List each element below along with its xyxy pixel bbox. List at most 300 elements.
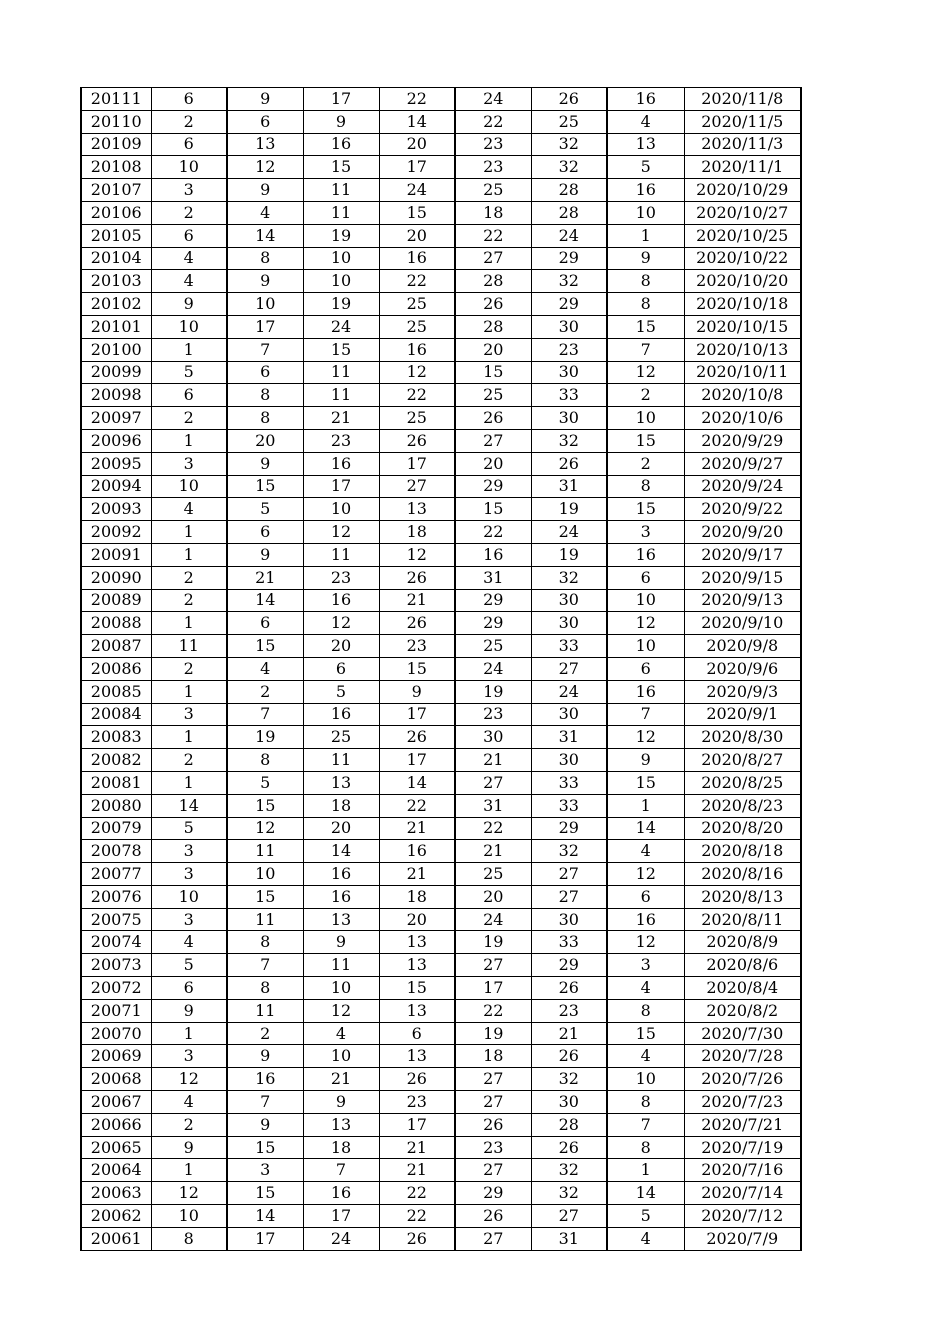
blue-ball-cell[interactable]: 2 — [607, 452, 684, 475]
blue-ball-cell[interactable]: 15 — [607, 429, 684, 452]
blue-ball-cell[interactable]: 4 — [607, 977, 684, 1000]
red-ball-6-cell[interactable]: 30 — [531, 703, 607, 726]
draw-date-cell[interactable]: 2020/9/1 — [684, 703, 801, 726]
red-ball-1-cell[interactable]: 6 — [151, 133, 227, 156]
red-ball-5-cell[interactable]: 26 — [455, 407, 531, 430]
blue-ball-cell[interactable]: 5 — [607, 1205, 684, 1228]
draw-date-cell[interactable]: 2020/8/16 — [684, 863, 801, 886]
red-ball-2-cell[interactable]: 21 — [227, 566, 303, 589]
red-ball-1-cell[interactable]: 9 — [151, 999, 227, 1022]
draw-date-cell[interactable]: 2020/10/27 — [684, 201, 801, 224]
red-ball-1-cell[interactable]: 11 — [151, 635, 227, 658]
blue-ball-cell[interactable]: 5 — [607, 156, 684, 179]
red-ball-2-cell[interactable]: 9 — [227, 179, 303, 202]
draw-date-cell[interactable]: 2020/7/30 — [684, 1022, 801, 1045]
issue-number-cell[interactable]: 20089 — [81, 589, 151, 612]
issue-number-cell[interactable]: 20070 — [81, 1022, 151, 1045]
blue-ball-cell[interactable]: 16 — [607, 179, 684, 202]
draw-date-cell[interactable]: 2020/8/6 — [684, 954, 801, 977]
red-ball-3-cell[interactable]: 16 — [303, 863, 379, 886]
red-ball-3-cell[interactable]: 14 — [303, 840, 379, 863]
red-ball-1-cell[interactable]: 10 — [151, 156, 227, 179]
red-ball-2-cell[interactable]: 15 — [227, 635, 303, 658]
issue-number-cell[interactable]: 20099 — [81, 361, 151, 384]
red-ball-1-cell[interactable]: 1 — [151, 521, 227, 544]
red-ball-2-cell[interactable]: 10 — [227, 293, 303, 316]
red-ball-4-cell[interactable]: 17 — [379, 156, 455, 179]
red-ball-1-cell[interactable]: 10 — [151, 475, 227, 498]
red-ball-4-cell[interactable]: 17 — [379, 452, 455, 475]
red-ball-3-cell[interactable]: 12 — [303, 521, 379, 544]
red-ball-3-cell[interactable]: 5 — [303, 680, 379, 703]
red-ball-1-cell[interactable]: 5 — [151, 361, 227, 384]
red-ball-6-cell[interactable]: 28 — [531, 179, 607, 202]
red-ball-1-cell[interactable]: 1 — [151, 1022, 227, 1045]
red-ball-3-cell[interactable]: 13 — [303, 908, 379, 931]
red-ball-1-cell[interactable]: 9 — [151, 1136, 227, 1159]
draw-date-cell[interactable]: 2020/7/23 — [684, 1091, 801, 1114]
draw-date-cell[interactable]: 2020/8/27 — [684, 749, 801, 772]
red-ball-5-cell[interactable]: 22 — [455, 999, 531, 1022]
red-ball-6-cell[interactable]: 19 — [531, 498, 607, 521]
red-ball-3-cell[interactable]: 16 — [303, 452, 379, 475]
red-ball-6-cell[interactable]: 29 — [531, 293, 607, 316]
red-ball-6-cell[interactable]: 32 — [531, 156, 607, 179]
draw-date-cell[interactable]: 2020/10/13 — [684, 338, 801, 361]
red-ball-6-cell[interactable]: 32 — [531, 429, 607, 452]
red-ball-5-cell[interactable]: 22 — [455, 817, 531, 840]
blue-ball-cell[interactable]: 3 — [607, 521, 684, 544]
red-ball-2-cell[interactable]: 11 — [227, 999, 303, 1022]
draw-date-cell[interactable]: 2020/7/21 — [684, 1113, 801, 1136]
red-ball-3-cell[interactable]: 10 — [303, 977, 379, 1000]
red-ball-4-cell[interactable]: 13 — [379, 1045, 455, 1068]
draw-date-cell[interactable]: 2020/11/3 — [684, 133, 801, 156]
red-ball-1-cell[interactable]: 2 — [151, 566, 227, 589]
red-ball-4-cell[interactable]: 17 — [379, 749, 455, 772]
issue-number-cell[interactable]: 20065 — [81, 1136, 151, 1159]
blue-ball-cell[interactable]: 1 — [607, 794, 684, 817]
red-ball-6-cell[interactable]: 32 — [531, 270, 607, 293]
red-ball-4-cell[interactable]: 12 — [379, 361, 455, 384]
red-ball-2-cell[interactable]: 3 — [227, 1159, 303, 1182]
red-ball-5-cell[interactable]: 24 — [455, 908, 531, 931]
draw-date-cell[interactable]: 2020/10/11 — [684, 361, 801, 384]
red-ball-4-cell[interactable]: 26 — [379, 1068, 455, 1091]
draw-date-cell[interactable]: 2020/8/2 — [684, 999, 801, 1022]
red-ball-4-cell[interactable]: 21 — [379, 589, 455, 612]
red-ball-6-cell[interactable]: 26 — [531, 1136, 607, 1159]
issue-number-cell[interactable]: 20096 — [81, 429, 151, 452]
red-ball-4-cell[interactable]: 23 — [379, 1091, 455, 1114]
red-ball-2-cell[interactable]: 10 — [227, 863, 303, 886]
red-ball-6-cell[interactable]: 23 — [531, 338, 607, 361]
red-ball-4-cell[interactable]: 18 — [379, 885, 455, 908]
blue-ball-cell[interactable]: 16 — [607, 680, 684, 703]
blue-ball-cell[interactable]: 14 — [607, 1182, 684, 1205]
red-ball-5-cell[interactable]: 24 — [455, 88, 531, 111]
red-ball-1-cell[interactable]: 2 — [151, 589, 227, 612]
red-ball-5-cell[interactable]: 23 — [455, 133, 531, 156]
red-ball-2-cell[interactable]: 12 — [227, 156, 303, 179]
red-ball-5-cell[interactable]: 27 — [455, 429, 531, 452]
red-ball-6-cell[interactable]: 27 — [531, 1205, 607, 1228]
issue-number-cell[interactable]: 20090 — [81, 566, 151, 589]
red-ball-5-cell[interactable]: 15 — [455, 361, 531, 384]
red-ball-5-cell[interactable]: 20 — [455, 885, 531, 908]
draw-date-cell[interactable]: 2020/7/28 — [684, 1045, 801, 1068]
draw-date-cell[interactable]: 2020/7/16 — [684, 1159, 801, 1182]
blue-ball-cell[interactable]: 10 — [607, 589, 684, 612]
red-ball-4-cell[interactable]: 22 — [379, 1205, 455, 1228]
red-ball-5-cell[interactable]: 31 — [455, 794, 531, 817]
red-ball-5-cell[interactable]: 20 — [455, 452, 531, 475]
issue-number-cell[interactable]: 20106 — [81, 201, 151, 224]
red-ball-1-cell[interactable]: 2 — [151, 1113, 227, 1136]
red-ball-2-cell[interactable]: 14 — [227, 1205, 303, 1228]
red-ball-3-cell[interactable]: 11 — [303, 384, 379, 407]
draw-date-cell[interactable]: 2020/11/8 — [684, 88, 801, 111]
red-ball-5-cell[interactable]: 20 — [455, 338, 531, 361]
red-ball-1-cell[interactable]: 6 — [151, 384, 227, 407]
red-ball-1-cell[interactable]: 6 — [151, 977, 227, 1000]
blue-ball-cell[interactable]: 6 — [607, 657, 684, 680]
red-ball-3-cell[interactable]: 15 — [303, 338, 379, 361]
red-ball-3-cell[interactable]: 17 — [303, 1205, 379, 1228]
red-ball-5-cell[interactable]: 27 — [455, 247, 531, 270]
issue-number-cell[interactable]: 20095 — [81, 452, 151, 475]
red-ball-4-cell[interactable]: 15 — [379, 657, 455, 680]
red-ball-1-cell[interactable]: 3 — [151, 840, 227, 863]
red-ball-3-cell[interactable]: 9 — [303, 1091, 379, 1114]
draw-date-cell[interactable]: 2020/11/5 — [684, 110, 801, 133]
red-ball-2-cell[interactable]: 2 — [227, 680, 303, 703]
red-ball-6-cell[interactable]: 27 — [531, 885, 607, 908]
red-ball-5-cell[interactable]: 25 — [455, 635, 531, 658]
issue-number-cell[interactable]: 20109 — [81, 133, 151, 156]
red-ball-6-cell[interactable]: 29 — [531, 817, 607, 840]
red-ball-2-cell[interactable]: 20 — [227, 429, 303, 452]
red-ball-3-cell[interactable]: 24 — [303, 315, 379, 338]
issue-number-cell[interactable]: 20092 — [81, 521, 151, 544]
red-ball-1-cell[interactable]: 1 — [151, 726, 227, 749]
blue-ball-cell[interactable]: 10 — [607, 635, 684, 658]
blue-ball-cell[interactable]: 15 — [607, 498, 684, 521]
issue-number-cell[interactable]: 20077 — [81, 863, 151, 886]
red-ball-4-cell[interactable]: 22 — [379, 794, 455, 817]
red-ball-4-cell[interactable]: 14 — [379, 771, 455, 794]
red-ball-6-cell[interactable]: 30 — [531, 908, 607, 931]
issue-number-cell[interactable]: 20101 — [81, 315, 151, 338]
red-ball-1-cell[interactable]: 10 — [151, 315, 227, 338]
red-ball-4-cell[interactable]: 18 — [379, 521, 455, 544]
red-ball-5-cell[interactable]: 24 — [455, 657, 531, 680]
red-ball-2-cell[interactable]: 4 — [227, 657, 303, 680]
red-ball-5-cell[interactable]: 22 — [455, 110, 531, 133]
blue-ball-cell[interactable]: 8 — [607, 475, 684, 498]
red-ball-2-cell[interactable]: 9 — [227, 270, 303, 293]
blue-ball-cell[interactable]: 12 — [607, 726, 684, 749]
red-ball-2-cell[interactable]: 2 — [227, 1022, 303, 1045]
draw-date-cell[interactable]: 2020/10/8 — [684, 384, 801, 407]
red-ball-2-cell[interactable]: 5 — [227, 771, 303, 794]
red-ball-6-cell[interactable]: 28 — [531, 1113, 607, 1136]
red-ball-3-cell[interactable]: 20 — [303, 635, 379, 658]
issue-number-cell[interactable]: 20100 — [81, 338, 151, 361]
issue-number-cell[interactable]: 20111 — [81, 88, 151, 111]
issue-number-cell[interactable]: 20068 — [81, 1068, 151, 1091]
red-ball-5-cell[interactable]: 27 — [455, 1091, 531, 1114]
red-ball-3-cell[interactable]: 13 — [303, 771, 379, 794]
red-ball-4-cell[interactable]: 15 — [379, 977, 455, 1000]
red-ball-3-cell[interactable]: 23 — [303, 566, 379, 589]
draw-date-cell[interactable]: 2020/9/24 — [684, 475, 801, 498]
red-ball-3-cell[interactable]: 16 — [303, 703, 379, 726]
issue-number-cell[interactable]: 20085 — [81, 680, 151, 703]
blue-ball-cell[interactable]: 4 — [607, 110, 684, 133]
red-ball-4-cell[interactable]: 13 — [379, 999, 455, 1022]
red-ball-2-cell[interactable]: 17 — [227, 1227, 303, 1250]
red-ball-4-cell[interactable]: 20 — [379, 224, 455, 247]
issue-number-cell[interactable]: 20098 — [81, 384, 151, 407]
red-ball-2-cell[interactable]: 15 — [227, 885, 303, 908]
red-ball-4-cell[interactable]: 22 — [379, 384, 455, 407]
red-ball-1-cell[interactable]: 4 — [151, 498, 227, 521]
red-ball-2-cell[interactable]: 8 — [227, 247, 303, 270]
red-ball-3-cell[interactable]: 16 — [303, 133, 379, 156]
red-ball-4-cell[interactable]: 24 — [379, 179, 455, 202]
draw-date-cell[interactable]: 2020/8/23 — [684, 794, 801, 817]
red-ball-1-cell[interactable]: 5 — [151, 954, 227, 977]
draw-date-cell[interactable]: 2020/7/26 — [684, 1068, 801, 1091]
red-ball-2-cell[interactable]: 14 — [227, 224, 303, 247]
red-ball-2-cell[interactable]: 9 — [227, 543, 303, 566]
red-ball-4-cell[interactable]: 20 — [379, 908, 455, 931]
red-ball-3-cell[interactable]: 9 — [303, 931, 379, 954]
red-ball-5-cell[interactable]: 27 — [455, 1227, 531, 1250]
issue-number-cell[interactable]: 20066 — [81, 1113, 151, 1136]
red-ball-1-cell[interactable]: 4 — [151, 247, 227, 270]
red-ball-6-cell[interactable]: 28 — [531, 201, 607, 224]
red-ball-1-cell[interactable]: 1 — [151, 338, 227, 361]
draw-date-cell[interactable]: 2020/9/29 — [684, 429, 801, 452]
red-ball-3-cell[interactable]: 19 — [303, 293, 379, 316]
issue-number-cell[interactable]: 20091 — [81, 543, 151, 566]
red-ball-3-cell[interactable]: 17 — [303, 88, 379, 111]
red-ball-3-cell[interactable]: 10 — [303, 270, 379, 293]
red-ball-6-cell[interactable]: 26 — [531, 1045, 607, 1068]
red-ball-1-cell[interactable]: 4 — [151, 270, 227, 293]
issue-number-cell[interactable]: 20097 — [81, 407, 151, 430]
red-ball-1-cell[interactable]: 2 — [151, 749, 227, 772]
red-ball-1-cell[interactable]: 3 — [151, 452, 227, 475]
red-ball-3-cell[interactable]: 11 — [303, 201, 379, 224]
draw-date-cell[interactable]: 2020/10/6 — [684, 407, 801, 430]
red-ball-3-cell[interactable]: 10 — [303, 1045, 379, 1068]
draw-date-cell[interactable]: 2020/10/29 — [684, 179, 801, 202]
blue-ball-cell[interactable]: 13 — [607, 133, 684, 156]
issue-number-cell[interactable]: 20094 — [81, 475, 151, 498]
red-ball-1-cell[interactable]: 1 — [151, 612, 227, 635]
draw-date-cell[interactable]: 2020/7/19 — [684, 1136, 801, 1159]
red-ball-4-cell[interactable]: 23 — [379, 635, 455, 658]
red-ball-1-cell[interactable]: 1 — [151, 771, 227, 794]
red-ball-4-cell[interactable]: 22 — [379, 270, 455, 293]
red-ball-2-cell[interactable]: 8 — [227, 749, 303, 772]
red-ball-3-cell[interactable]: 11 — [303, 543, 379, 566]
red-ball-1-cell[interactable]: 10 — [151, 885, 227, 908]
red-ball-6-cell[interactable]: 33 — [531, 931, 607, 954]
issue-number-cell[interactable]: 20069 — [81, 1045, 151, 1068]
red-ball-4-cell[interactable]: 21 — [379, 817, 455, 840]
red-ball-5-cell[interactable]: 23 — [455, 156, 531, 179]
red-ball-6-cell[interactable]: 26 — [531, 977, 607, 1000]
blue-ball-cell[interactable]: 6 — [607, 885, 684, 908]
red-ball-2-cell[interactable]: 15 — [227, 475, 303, 498]
red-ball-5-cell[interactable]: 26 — [455, 1113, 531, 1136]
blue-ball-cell[interactable]: 9 — [607, 247, 684, 270]
red-ball-3-cell[interactable]: 18 — [303, 1136, 379, 1159]
red-ball-4-cell[interactable]: 21 — [379, 1159, 455, 1182]
red-ball-3-cell[interactable]: 7 — [303, 1159, 379, 1182]
blue-ball-cell[interactable]: 8 — [607, 999, 684, 1022]
red-ball-1-cell[interactable]: 1 — [151, 429, 227, 452]
red-ball-4-cell[interactable]: 26 — [379, 726, 455, 749]
red-ball-4-cell[interactable]: 13 — [379, 931, 455, 954]
red-ball-4-cell[interactable]: 26 — [379, 612, 455, 635]
blue-ball-cell[interactable]: 8 — [607, 293, 684, 316]
issue-number-cell[interactable]: 20084 — [81, 703, 151, 726]
red-ball-4-cell[interactable]: 12 — [379, 543, 455, 566]
red-ball-3-cell[interactable]: 19 — [303, 224, 379, 247]
red-ball-4-cell[interactable]: 6 — [379, 1022, 455, 1045]
blue-ball-cell[interactable]: 10 — [607, 1068, 684, 1091]
red-ball-5-cell[interactable]: 27 — [455, 1068, 531, 1091]
blue-ball-cell[interactable]: 1 — [607, 1159, 684, 1182]
red-ball-5-cell[interactable]: 28 — [455, 270, 531, 293]
issue-number-cell[interactable]: 20088 — [81, 612, 151, 635]
red-ball-5-cell[interactable]: 29 — [455, 612, 531, 635]
red-ball-2-cell[interactable]: 5 — [227, 498, 303, 521]
red-ball-3-cell[interactable]: 9 — [303, 110, 379, 133]
red-ball-4-cell[interactable]: 22 — [379, 1182, 455, 1205]
blue-ball-cell[interactable]: 14 — [607, 817, 684, 840]
draw-date-cell[interactable]: 2020/9/17 — [684, 543, 801, 566]
red-ball-6-cell[interactable]: 23 — [531, 999, 607, 1022]
red-ball-5-cell[interactable]: 31 — [455, 566, 531, 589]
red-ball-5-cell[interactable]: 16 — [455, 543, 531, 566]
red-ball-2-cell[interactable]: 9 — [227, 1045, 303, 1068]
issue-number-cell[interactable]: 20082 — [81, 749, 151, 772]
red-ball-4-cell[interactable]: 25 — [379, 407, 455, 430]
blue-ball-cell[interactable]: 4 — [607, 840, 684, 863]
red-ball-3-cell[interactable]: 11 — [303, 954, 379, 977]
red-ball-6-cell[interactable]: 32 — [531, 566, 607, 589]
red-ball-3-cell[interactable]: 12 — [303, 999, 379, 1022]
red-ball-4-cell[interactable]: 14 — [379, 110, 455, 133]
red-ball-1-cell[interactable]: 1 — [151, 1159, 227, 1182]
red-ball-6-cell[interactable]: 33 — [531, 384, 607, 407]
red-ball-1-cell[interactable]: 1 — [151, 680, 227, 703]
issue-number-cell[interactable]: 20073 — [81, 954, 151, 977]
red-ball-5-cell[interactable]: 21 — [455, 749, 531, 772]
red-ball-1-cell[interactable]: 2 — [151, 407, 227, 430]
red-ball-4-cell[interactable]: 22 — [379, 88, 455, 111]
red-ball-6-cell[interactable]: 32 — [531, 133, 607, 156]
red-ball-6-cell[interactable]: 24 — [531, 680, 607, 703]
red-ball-6-cell[interactable]: 27 — [531, 863, 607, 886]
issue-number-cell[interactable]: 20083 — [81, 726, 151, 749]
issue-number-cell[interactable]: 20087 — [81, 635, 151, 658]
red-ball-4-cell[interactable]: 16 — [379, 840, 455, 863]
red-ball-3-cell[interactable]: 25 — [303, 726, 379, 749]
draw-date-cell[interactable]: 2020/10/22 — [684, 247, 801, 270]
issue-number-cell[interactable]: 20081 — [81, 771, 151, 794]
red-ball-6-cell[interactable]: 30 — [531, 361, 607, 384]
draw-date-cell[interactable]: 2020/9/8 — [684, 635, 801, 658]
draw-date-cell[interactable]: 2020/7/12 — [684, 1205, 801, 1228]
red-ball-1-cell[interactable]: 10 — [151, 1205, 227, 1228]
red-ball-5-cell[interactable]: 29 — [455, 1182, 531, 1205]
red-ball-4-cell[interactable]: 13 — [379, 954, 455, 977]
blue-ball-cell[interactable]: 10 — [607, 201, 684, 224]
red-ball-1-cell[interactable]: 4 — [151, 1091, 227, 1114]
draw-date-cell[interactable]: 2020/9/15 — [684, 566, 801, 589]
draw-date-cell[interactable]: 2020/11/1 — [684, 156, 801, 179]
red-ball-3-cell[interactable]: 16 — [303, 1182, 379, 1205]
issue-number-cell[interactable]: 20067 — [81, 1091, 151, 1114]
red-ball-1-cell[interactable]: 1 — [151, 543, 227, 566]
red-ball-3-cell[interactable]: 13 — [303, 1113, 379, 1136]
red-ball-5-cell[interactable]: 27 — [455, 1159, 531, 1182]
issue-number-cell[interactable]: 20061 — [81, 1227, 151, 1250]
red-ball-4-cell[interactable]: 26 — [379, 1227, 455, 1250]
red-ball-5-cell[interactable]: 19 — [455, 931, 531, 954]
red-ball-6-cell[interactable]: 33 — [531, 794, 607, 817]
red-ball-6-cell[interactable]: 29 — [531, 247, 607, 270]
red-ball-6-cell[interactable]: 30 — [531, 589, 607, 612]
draw-date-cell[interactable]: 2020/8/9 — [684, 931, 801, 954]
red-ball-4-cell[interactable]: 15 — [379, 201, 455, 224]
red-ball-5-cell[interactable]: 26 — [455, 1205, 531, 1228]
red-ball-1-cell[interactable]: 3 — [151, 703, 227, 726]
red-ball-3-cell[interactable]: 16 — [303, 885, 379, 908]
red-ball-2-cell[interactable]: 7 — [227, 1091, 303, 1114]
red-ball-2-cell[interactable]: 7 — [227, 703, 303, 726]
red-ball-2-cell[interactable]: 9 — [227, 1113, 303, 1136]
red-ball-6-cell[interactable]: 33 — [531, 635, 607, 658]
red-ball-2-cell[interactable]: 7 — [227, 338, 303, 361]
red-ball-6-cell[interactable]: 30 — [531, 612, 607, 635]
blue-ball-cell[interactable]: 4 — [607, 1045, 684, 1068]
red-ball-1-cell[interactable]: 6 — [151, 88, 227, 111]
red-ball-2-cell[interactable]: 6 — [227, 361, 303, 384]
red-ball-6-cell[interactable]: 21 — [531, 1022, 607, 1045]
red-ball-6-cell[interactable]: 25 — [531, 110, 607, 133]
red-ball-6-cell[interactable]: 24 — [531, 224, 607, 247]
blue-ball-cell[interactable]: 10 — [607, 407, 684, 430]
red-ball-2-cell[interactable]: 15 — [227, 1182, 303, 1205]
red-ball-3-cell[interactable]: 17 — [303, 475, 379, 498]
red-ball-4-cell[interactable]: 21 — [379, 1136, 455, 1159]
red-ball-5-cell[interactable]: 15 — [455, 498, 531, 521]
red-ball-4-cell[interactable]: 16 — [379, 247, 455, 270]
red-ball-6-cell[interactable]: 32 — [531, 1182, 607, 1205]
red-ball-3-cell[interactable]: 24 — [303, 1227, 379, 1250]
draw-date-cell[interactable]: 2020/9/13 — [684, 589, 801, 612]
draw-date-cell[interactable]: 2020/9/10 — [684, 612, 801, 635]
draw-date-cell[interactable]: 2020/8/11 — [684, 908, 801, 931]
